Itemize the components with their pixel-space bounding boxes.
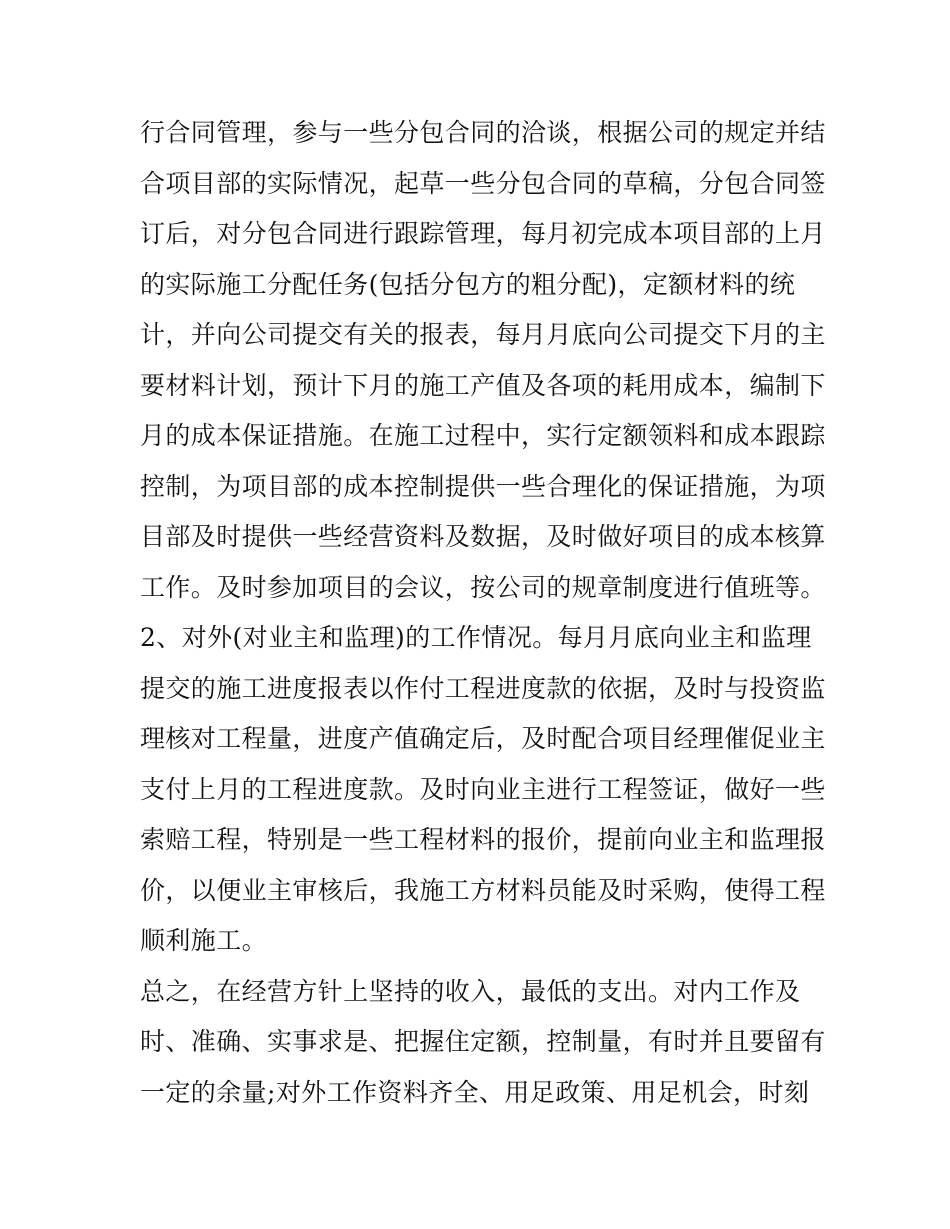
text-line: 顺利施工。 — [140, 926, 268, 955]
text-line: 要材料计划，预计下月的施工产值及各项的耗用成本，编制下 — [140, 370, 826, 400]
text-line: 提交的施工进度报表以作付工程进度款的依据，及时与投资监 — [140, 673, 826, 703]
text-line: 月的成本保证措施。在施工过程中，实行定额领料和成本跟踪 — [140, 421, 826, 450]
text-line: 控制，为项目部的成本控制提供一些合理化的保证措施，为项 — [140, 471, 826, 501]
text-line: 一定的余量;对外工作资料齐全、用足政策、用足机会，时刻 — [140, 1077, 810, 1107]
document-body — [140, 108, 826, 1118]
text-line: 合项目部的实际情况，起草一些分包合同的草稿，分包合同签 — [140, 168, 826, 198]
text-line: 目部及时提供一些经营资料及数据，及时做好项目的成本核算 — [140, 522, 826, 551]
text-line: 理核对工程量，进度产值确定后，及时配合项目经理催促业主 — [140, 724, 826, 753]
text-line: 总之，在经营方针上坚持的收入，最低的支出。对内工作及 — [140, 976, 801, 1006]
text-line: 工作。及时参加项目的会议，按公司的规章制度进行值班等。 — [140, 572, 826, 602]
text-line: 时、准确、实事求是、把握住定额，控制量，有时并且要留有 — [140, 1027, 826, 1056]
text-line: 2、对外(对业主和监理)的工作情况。每月月底向业主和监理 — [140, 623, 812, 652]
text-line: 的实际施工分配任务(包括分包方的粗分配)，定额材料的统 — [140, 269, 796, 299]
text-line: 行合同管理，参与一些分包合同的洽谈，根据公司的规定并结 — [140, 118, 826, 147]
text-line: 订后，对分包合同进行跟踪管理，每月初完成本项目部的上月 — [140, 219, 826, 248]
text-line: 索赔工程，特别是一些工程材料的报价，提前向业主和监理报 — [140, 825, 826, 854]
text-line: 支付上月的工程进度款。及时向业主进行工程签证，做好一些 — [140, 774, 826, 804]
text-line: 价，以便业主审核后，我施工方材料员能及时采购，使得工程 — [140, 875, 826, 905]
text-line: 计，并向公司提交有关的报表，每月月底向公司提交下月的主 — [140, 320, 826, 349]
